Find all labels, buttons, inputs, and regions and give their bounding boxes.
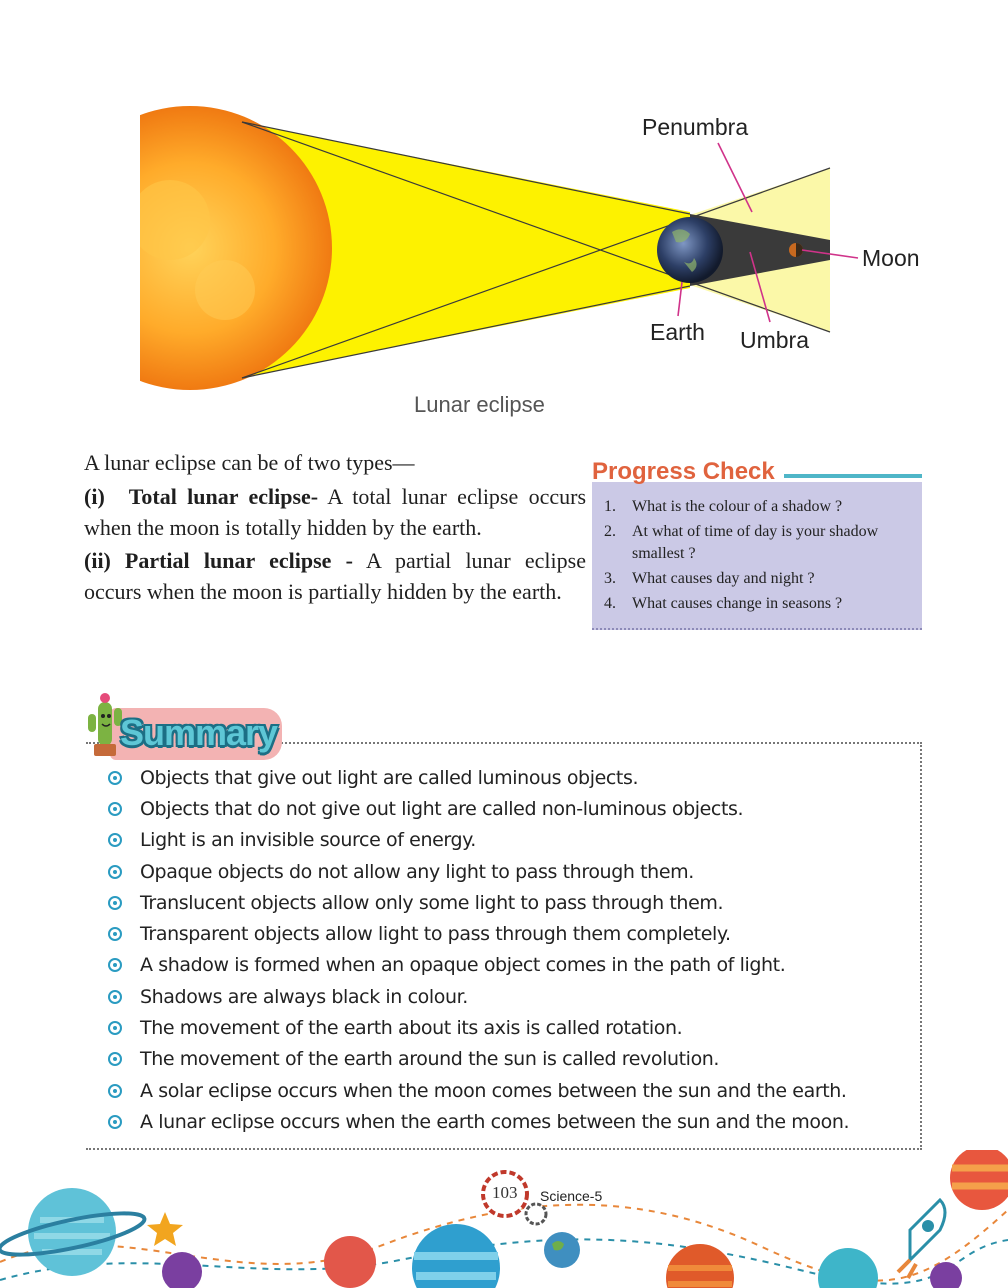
progress-question (604, 521, 910, 565)
progress-question (604, 496, 910, 518)
lunar-eclipse-diagram (0, 0, 1008, 440)
page-number: 103 (492, 1183, 518, 1202)
question-text: What causes day and night ? (632, 570, 815, 587)
summary-point (104, 1044, 849, 1075)
summary-point (104, 981, 849, 1012)
summary-point (104, 793, 849, 824)
bullet-icon (108, 958, 122, 972)
summary-point-text: Objects that give out light are called luminous objects. (140, 766, 639, 789)
earth-image (657, 217, 723, 283)
summary-point (104, 950, 849, 981)
progress-check-title: Progress Check (592, 458, 775, 485)
purple-planet-icon (162, 1252, 202, 1288)
question-number: 4. (604, 595, 616, 612)
summary-point-text: Opaque objects do not allow any light to pass through them. (140, 860, 694, 883)
bullet-icon (108, 1021, 122, 1035)
summary-point (104, 1106, 849, 1137)
summary-point (104, 1012, 849, 1043)
bullet-icon (108, 990, 122, 1004)
teal-planet-icon (818, 1248, 878, 1288)
item-body: A total lunar eclipse occurs when the moon is totally hidden by the earth. (84, 484, 587, 540)
item-term: Total lunar eclipse- (128, 484, 319, 509)
item-body: A partial lunar eclipse occurs when the moon is partially hidden by the earth. (84, 548, 586, 604)
question-text: What causes change in seasons ? (632, 595, 843, 612)
moon-label: Moon (862, 245, 920, 271)
progress-question (604, 568, 910, 590)
umbra-label: Umbra (740, 327, 810, 353)
item-number: (ii) (84, 548, 111, 573)
summary-point-text: Shadows are always black in colour. (140, 985, 468, 1008)
bullet-icon (108, 1052, 122, 1066)
sun-image (48, 106, 332, 390)
progress-check-list (592, 482, 922, 615)
question-number: 3. (604, 570, 616, 587)
summary-point-text: Transparent objects allow light to pass through them completely. (140, 923, 731, 946)
summary-point (104, 856, 849, 887)
diagram-caption: Lunar eclipse (414, 392, 545, 417)
striped-planet-icon (950, 1150, 1008, 1210)
bullet-icon (108, 802, 122, 816)
saturn-planet-icon (0, 1188, 147, 1276)
summary-point-text: A solar eclipse occurs when the moon comes between the sun and the earth. (140, 1079, 847, 1102)
summary-point-text: Objects that do not give out light are called non-luminous objects. (140, 797, 744, 820)
earth-planet-icon (544, 1232, 580, 1268)
summary-point-text: A lunar eclipse occurs when the earth comes between the sun and the moon. (140, 1110, 850, 1133)
intro-text: A lunar eclipse can be of two types— (84, 450, 415, 475)
item-number: (i) (84, 484, 105, 509)
summary-point-text: Translucent objects allow only some light to pass through them. (140, 891, 724, 914)
item-term: Partial lunar eclipse - (124, 548, 354, 573)
summary-point-text: A shadow is formed when an opaque object comes in the path of light. (140, 954, 786, 977)
summary-point-text: Light is an invisible source of energy. (140, 829, 476, 852)
question-number: 1. (604, 498, 616, 515)
summary-point (104, 918, 849, 949)
summary-point (104, 825, 849, 856)
book-name: Science-5 (540, 1188, 603, 1204)
bullet-icon (108, 865, 122, 879)
bullet-icon (108, 896, 122, 910)
star-icon (147, 1212, 183, 1246)
summary-point (104, 887, 849, 918)
progress-check-box (592, 482, 922, 630)
total-eclipse-paragraph (84, 481, 586, 543)
orange-planet-icon (666, 1244, 734, 1288)
question-number: 2. (604, 523, 616, 540)
summary-list (104, 762, 849, 1138)
red-planet-icon (324, 1236, 376, 1288)
question-text: What is the colour of a shadow ? (632, 498, 843, 515)
bullet-icon (108, 927, 122, 941)
partial-eclipse-paragraph (84, 545, 586, 607)
summary-point-text: The movement of the earth about its axis is called rotation. (140, 1017, 683, 1040)
summary-point-text: The movement of the earth around the sun is called revolution. (140, 1048, 720, 1071)
progress-check-rule (784, 474, 922, 478)
blue-planet-icon (412, 1224, 500, 1288)
bullet-icon (108, 771, 122, 785)
bullet-icon (108, 1115, 122, 1129)
bullet-icon (108, 1084, 122, 1098)
summary-point (104, 1075, 849, 1106)
space-footer-decoration (0, 1150, 1008, 1288)
question-text: At what of time of day is your shadow smallest ? (632, 523, 879, 562)
summary-point (104, 762, 849, 793)
cactus-mascot-icon (84, 688, 124, 758)
progress-question (604, 593, 910, 615)
summary-title: Summary (120, 712, 278, 753)
bullet-icon (108, 833, 122, 847)
penumbra-label: Penumbra (642, 114, 749, 140)
earth-label: Earth (650, 319, 705, 345)
